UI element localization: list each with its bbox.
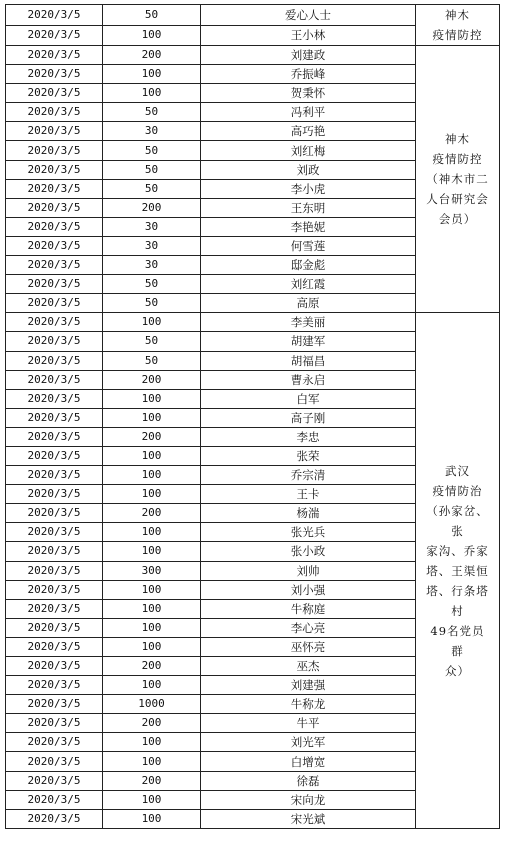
date-cell: 2020/3/5 bbox=[6, 103, 103, 122]
amount-cell: 100 bbox=[103, 637, 201, 656]
amount-cell: 100 bbox=[103, 809, 201, 828]
date-cell: 2020/3/5 bbox=[6, 485, 103, 504]
date-cell: 2020/3/5 bbox=[6, 408, 103, 427]
date-cell: 2020/3/5 bbox=[6, 733, 103, 752]
amount-cell: 30 bbox=[103, 236, 201, 255]
amount-cell: 50 bbox=[103, 179, 201, 198]
donor-name-cell: 刘建政 bbox=[201, 46, 416, 65]
table-row bbox=[6, 5, 500, 26]
date-cell: 2020/3/5 bbox=[6, 275, 103, 294]
amount-cell: 100 bbox=[103, 466, 201, 485]
amount-cell: 50 bbox=[103, 332, 201, 351]
amount-cell: 200 bbox=[103, 504, 201, 523]
group-label-line: 神木 bbox=[445, 132, 470, 147]
donor-name-cell: 乔振峰 bbox=[201, 65, 416, 84]
donor-name-cell: 牛称龙 bbox=[201, 695, 416, 714]
group-label-line: 疫情防控 bbox=[432, 152, 483, 167]
amount-cell: 100 bbox=[103, 523, 201, 542]
amount-cell: 50 bbox=[103, 160, 201, 179]
amount-cell: 200 bbox=[103, 714, 201, 733]
group-label-line: 会员） bbox=[438, 212, 477, 227]
donor-name-cell: 高巧艳 bbox=[201, 122, 416, 141]
donor-name-cell: 爱心人士 bbox=[201, 5, 416, 26]
donor-name-cell: 刘红梅 bbox=[201, 141, 416, 160]
amount-cell: 100 bbox=[103, 676, 201, 695]
donor-name-cell: 高子刚 bbox=[201, 408, 416, 427]
donor-name-cell: 王小林 bbox=[201, 25, 416, 46]
donor-name-cell: 白军 bbox=[201, 389, 416, 408]
donor-name-cell: 宋光斌 bbox=[201, 809, 416, 828]
donor-name-cell: 宋向龙 bbox=[201, 790, 416, 809]
amount-cell: 100 bbox=[103, 313, 201, 332]
donor-name-cell: 巫怀亮 bbox=[201, 637, 416, 656]
amount-cell: 50 bbox=[103, 103, 201, 122]
group-label-line: 众） bbox=[445, 663, 470, 678]
date-cell: 2020/3/5 bbox=[6, 771, 103, 790]
table-row bbox=[6, 313, 500, 332]
date-cell: 2020/3/5 bbox=[6, 294, 103, 313]
amount-cell: 100 bbox=[103, 733, 201, 752]
group-label-line: 塔、王渠恒 bbox=[426, 563, 489, 578]
donor-name-cell: 刘建强 bbox=[201, 676, 416, 695]
amount-cell: 100 bbox=[103, 65, 201, 84]
group-cell bbox=[416, 5, 500, 46]
donor-name-cell: 李心亮 bbox=[201, 618, 416, 637]
date-cell: 2020/3/5 bbox=[6, 523, 103, 542]
amount-cell: 50 bbox=[103, 351, 201, 370]
amount-cell: 100 bbox=[103, 389, 201, 408]
date-cell: 2020/3/5 bbox=[6, 141, 103, 160]
date-cell: 2020/3/5 bbox=[6, 256, 103, 275]
date-cell: 2020/3/5 bbox=[6, 809, 103, 828]
donor-name-cell: 张光兵 bbox=[201, 523, 416, 542]
date-cell: 2020/3/5 bbox=[6, 466, 103, 485]
date-cell: 2020/3/5 bbox=[6, 179, 103, 198]
donor-name-cell: 王卡 bbox=[201, 485, 416, 504]
donor-name-cell: 何雪莲 bbox=[201, 236, 416, 255]
group-label-line: 家沟、乔家 bbox=[426, 543, 489, 558]
amount-cell: 100 bbox=[103, 580, 201, 599]
donor-name-cell: 李艳妮 bbox=[201, 217, 416, 236]
donor-name-cell: 牛平 bbox=[201, 714, 416, 733]
date-cell: 2020/3/5 bbox=[6, 351, 103, 370]
date-cell: 2020/3/5 bbox=[6, 504, 103, 523]
group-cell bbox=[416, 313, 500, 829]
donor-name-cell: 徐磊 bbox=[201, 771, 416, 790]
amount-cell: 100 bbox=[103, 485, 201, 504]
donor-name-cell: 冯利平 bbox=[201, 103, 416, 122]
date-cell: 2020/3/5 bbox=[6, 65, 103, 84]
amount-cell: 100 bbox=[103, 446, 201, 465]
donor-name-cell: 白增宽 bbox=[201, 752, 416, 771]
donor-name-cell: 贺秉怀 bbox=[201, 84, 416, 103]
donor-name-cell: 杨湍 bbox=[201, 504, 416, 523]
group-label-line: 武汉 bbox=[445, 463, 470, 478]
date-cell: 2020/3/5 bbox=[6, 389, 103, 408]
date-cell: 2020/3/5 bbox=[6, 714, 103, 733]
amount-cell: 200 bbox=[103, 771, 201, 790]
date-cell: 2020/3/5 bbox=[6, 599, 103, 618]
date-cell: 2020/3/5 bbox=[6, 561, 103, 580]
date-cell: 2020/3/5 bbox=[6, 542, 103, 561]
amount-cell: 100 bbox=[103, 618, 201, 637]
date-cell: 2020/3/5 bbox=[6, 313, 103, 332]
amount-cell: 100 bbox=[103, 408, 201, 427]
date-cell: 2020/3/5 bbox=[6, 236, 103, 255]
amount-cell: 300 bbox=[103, 561, 201, 580]
date-cell: 2020/3/5 bbox=[6, 695, 103, 714]
amount-cell: 200 bbox=[103, 427, 201, 446]
amount-cell: 30 bbox=[103, 122, 201, 141]
donor-name-cell: 牛称庭 bbox=[201, 599, 416, 618]
donor-name-cell: 李美丽 bbox=[201, 313, 416, 332]
amount-cell: 200 bbox=[103, 657, 201, 676]
date-cell: 2020/3/5 bbox=[6, 580, 103, 599]
amount-cell: 100 bbox=[103, 790, 201, 809]
donor-name-cell: 巫杰 bbox=[201, 657, 416, 676]
date-cell: 2020/3/5 bbox=[6, 427, 103, 446]
amount-cell: 50 bbox=[103, 141, 201, 160]
donation-table-body bbox=[6, 5, 500, 829]
date-cell: 2020/3/5 bbox=[6, 332, 103, 351]
amount-cell: 100 bbox=[103, 599, 201, 618]
group-label-line: （神木市二 bbox=[426, 172, 489, 187]
date-cell: 2020/3/5 bbox=[6, 676, 103, 695]
amount-cell: 50 bbox=[103, 5, 201, 26]
date-cell: 2020/3/5 bbox=[6, 46, 103, 65]
date-cell: 2020/3/5 bbox=[6, 446, 103, 465]
date-cell: 2020/3/5 bbox=[6, 160, 103, 179]
amount-cell: 50 bbox=[103, 275, 201, 294]
donor-name-cell: 邸金彪 bbox=[201, 256, 416, 275]
donor-name-cell: 胡福昌 bbox=[201, 351, 416, 370]
date-cell: 2020/3/5 bbox=[6, 84, 103, 103]
group-label-line: 人台研究会 bbox=[426, 192, 489, 207]
donor-name-cell: 李忠 bbox=[201, 427, 416, 446]
amount-cell: 100 bbox=[103, 25, 201, 46]
date-cell: 2020/3/5 bbox=[6, 5, 103, 26]
donor-name-cell: 刘光军 bbox=[201, 733, 416, 752]
amount-cell: 30 bbox=[103, 217, 201, 236]
group-label-line: 神木 bbox=[445, 8, 470, 22]
amount-cell: 200 bbox=[103, 198, 201, 217]
table-row bbox=[6, 46, 500, 65]
group-cell bbox=[416, 46, 500, 313]
donor-name-cell: 刘小强 bbox=[201, 580, 416, 599]
date-cell: 2020/3/5 bbox=[6, 217, 103, 236]
donor-name-cell: 乔宗清 bbox=[201, 466, 416, 485]
amount-cell: 1000 bbox=[103, 695, 201, 714]
group-label-line: 49名党员群 bbox=[430, 623, 485, 658]
date-cell: 2020/3/5 bbox=[6, 657, 103, 676]
group-label-line: （孙家岔、张 bbox=[426, 503, 489, 538]
donor-name-cell: 高原 bbox=[201, 294, 416, 313]
date-cell: 2020/3/5 bbox=[6, 25, 103, 46]
donation-table bbox=[5, 4, 500, 829]
amount-cell: 100 bbox=[103, 542, 201, 561]
donor-name-cell: 刘红霞 bbox=[201, 275, 416, 294]
donor-name-cell: 李小虎 bbox=[201, 179, 416, 198]
date-cell: 2020/3/5 bbox=[6, 618, 103, 637]
donor-name-cell: 胡建军 bbox=[201, 332, 416, 351]
group-label-line: 疫情防治 bbox=[432, 483, 483, 498]
date-cell: 2020/3/5 bbox=[6, 122, 103, 141]
donor-name-cell: 刘帅 bbox=[201, 561, 416, 580]
group-label-line: 疫情防控 bbox=[432, 28, 483, 42]
amount-cell: 50 bbox=[103, 294, 201, 313]
date-cell: 2020/3/5 bbox=[6, 198, 103, 217]
donor-name-cell: 刘政 bbox=[201, 160, 416, 179]
date-cell: 2020/3/5 bbox=[6, 790, 103, 809]
amount-cell: 100 bbox=[103, 752, 201, 771]
amount-cell: 100 bbox=[103, 84, 201, 103]
amount-cell: 200 bbox=[103, 46, 201, 65]
donor-name-cell: 曹永启 bbox=[201, 370, 416, 389]
amount-cell: 200 bbox=[103, 370, 201, 389]
date-cell: 2020/3/5 bbox=[6, 637, 103, 656]
date-cell: 2020/3/5 bbox=[6, 370, 103, 389]
amount-cell: 30 bbox=[103, 256, 201, 275]
date-cell: 2020/3/5 bbox=[6, 752, 103, 771]
donor-name-cell: 张小政 bbox=[201, 542, 416, 561]
group-label-line: 塔、行条塔村 bbox=[426, 583, 489, 618]
donor-name-cell: 王东明 bbox=[201, 198, 416, 217]
donor-name-cell: 张荣 bbox=[201, 446, 416, 465]
